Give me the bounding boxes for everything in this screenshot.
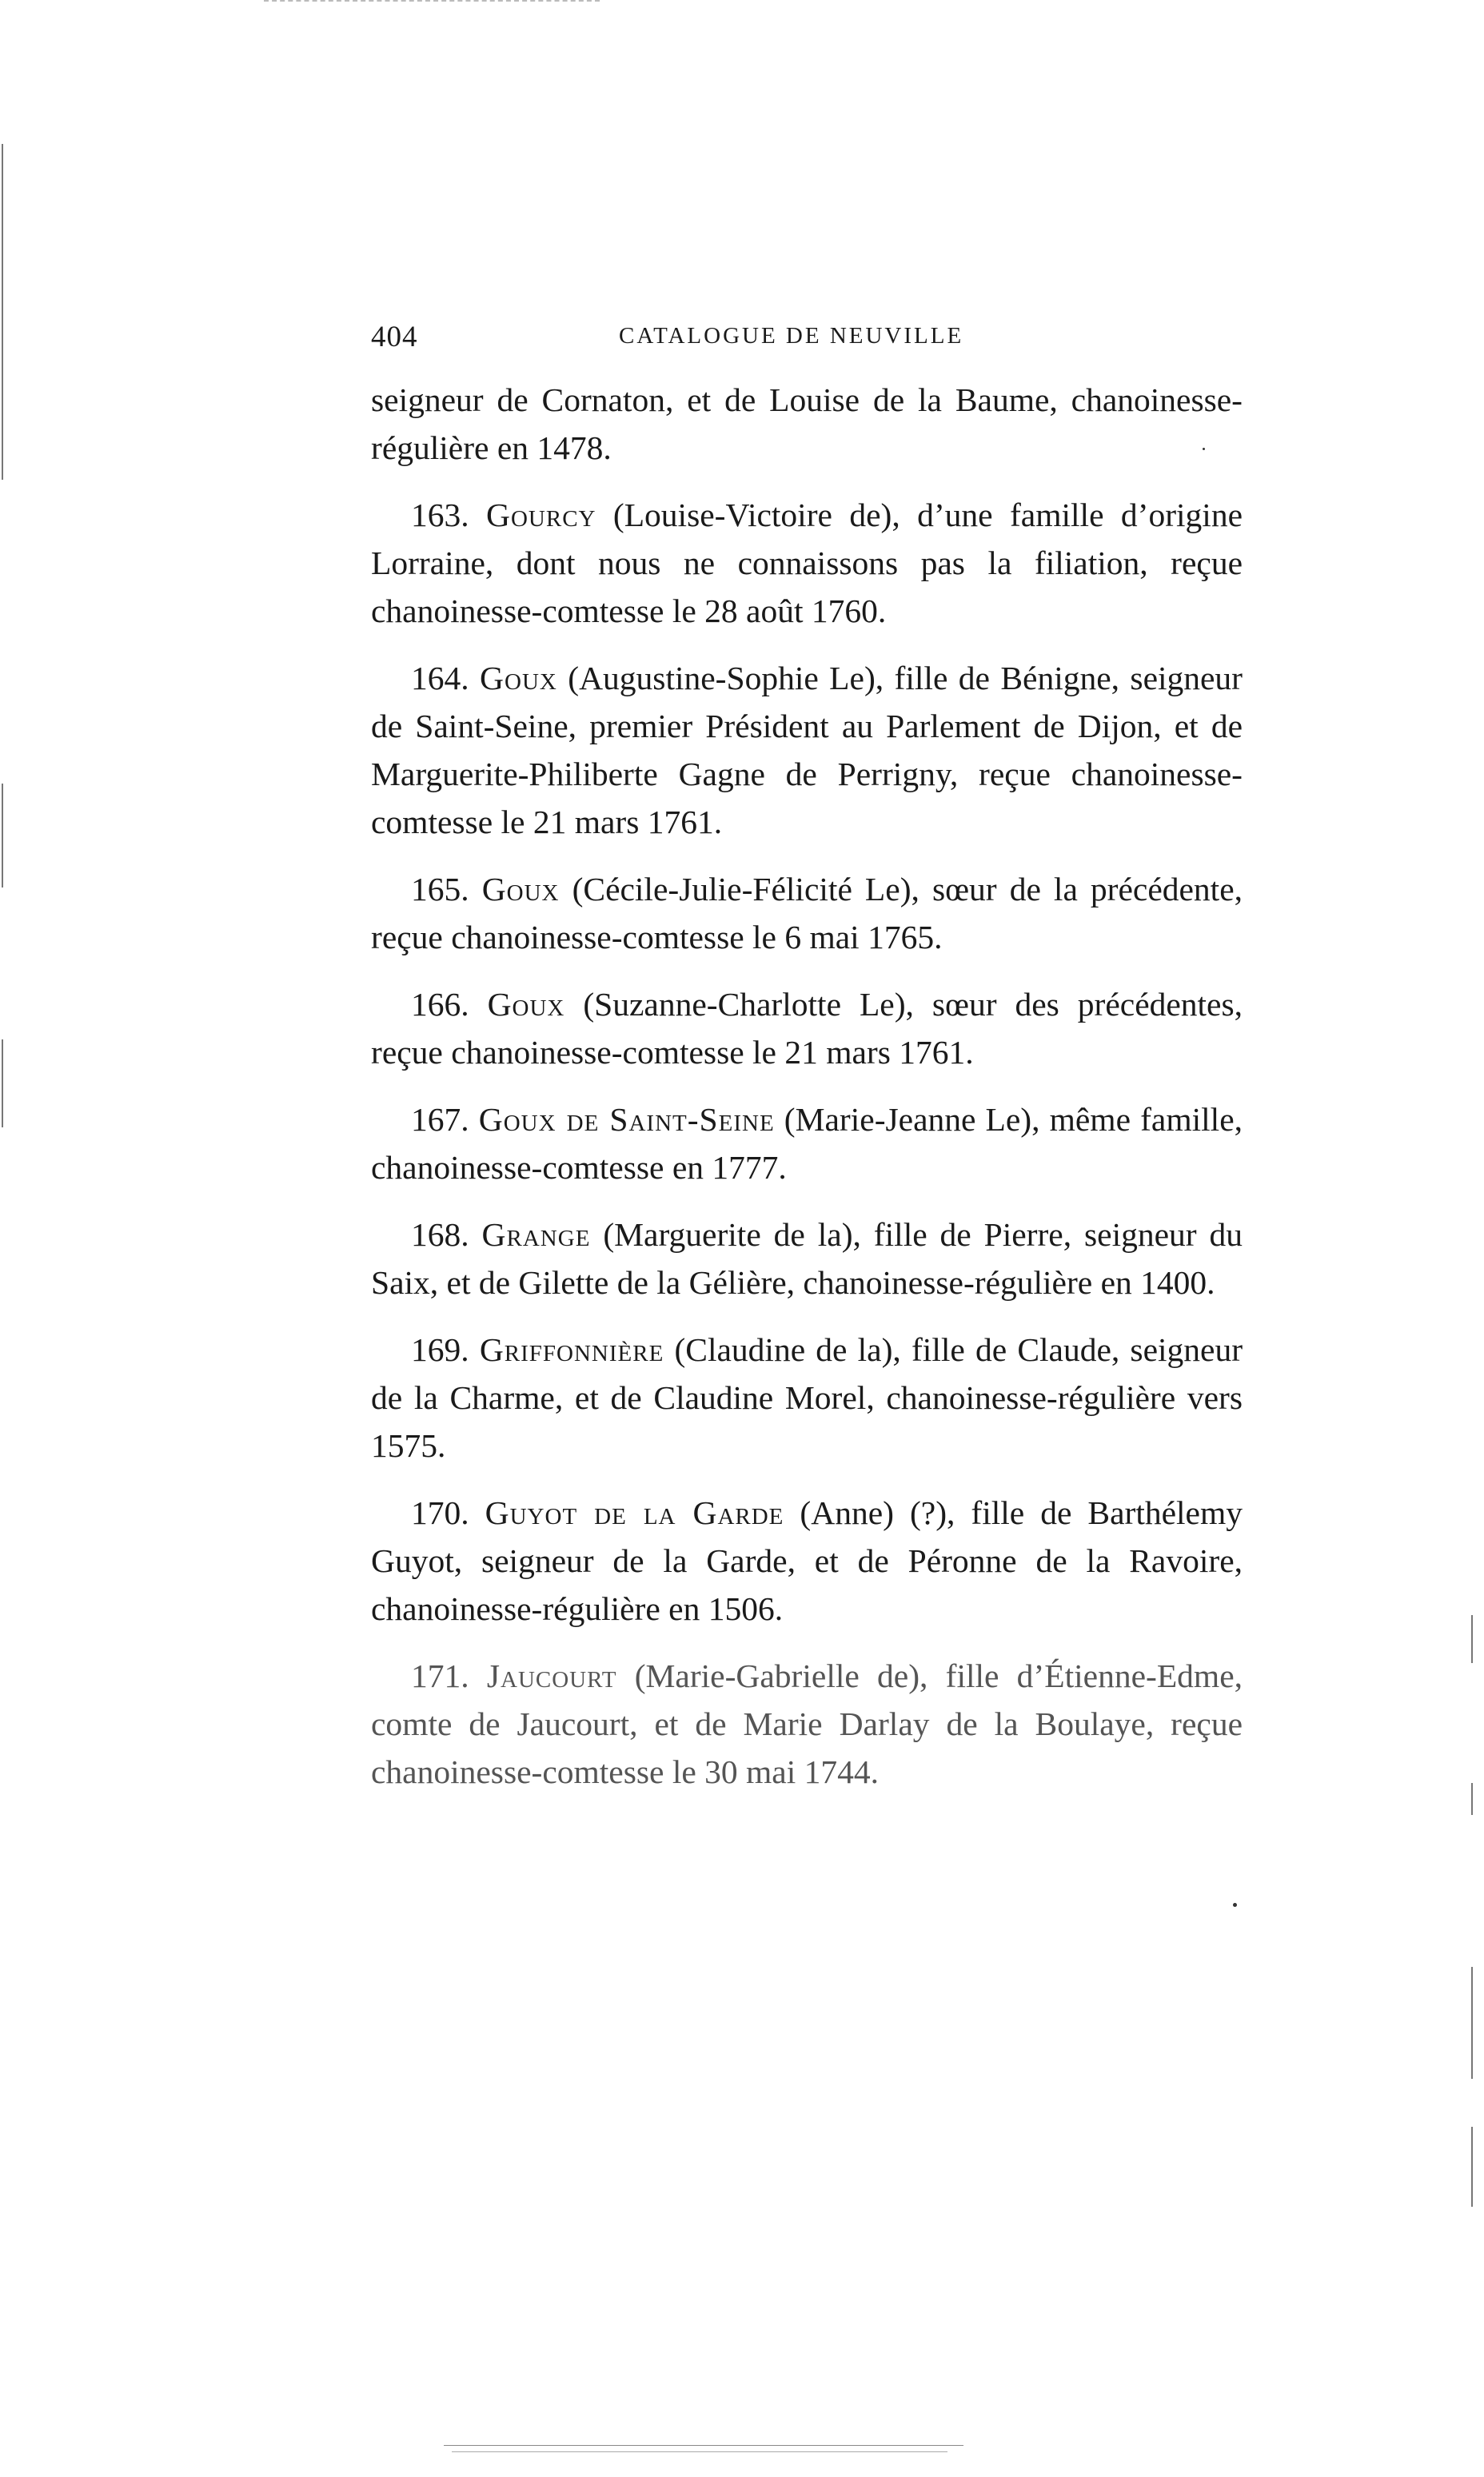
entry-number: 165.: [411, 871, 469, 907]
entry-number: 168.: [411, 1216, 469, 1253]
entry-name: Goux: [481, 871, 560, 907]
entry-text: (Marie-Gabrielle de), fille d’Étienne-Edme, comte de Jaucourt, et de Marie Darlay de la Boulaye, reçue chanoinesse-comtesse le 30 mai 1744.: [371, 1657, 1243, 1790]
entry-text: (Anne) (?), fille de Barthélemy Guyot, seigneur de la Garde, et de Péronne de la Ravoire, chanoinesse-régulière en 1506.: [371, 1494, 1243, 1627]
scan-edge-line: [1471, 1783, 1473, 1815]
entry-165: [371, 865, 1243, 961]
running-head: CATALOGUE DE NEUVILLE: [619, 323, 964, 349]
entry-name: Goux de Saint-Seine: [478, 1101, 775, 1138]
entry-number: 163.: [411, 497, 469, 533]
page-header: [371, 320, 1243, 360]
entry-number: 169.: [411, 1331, 469, 1368]
scan-edge-line: [2, 1039, 3, 1127]
entry-name: Goux: [480, 660, 557, 696]
entry-name: Grange: [481, 1216, 591, 1253]
scan-speck: [1233, 1903, 1237, 1907]
scan-top-marks: [264, 0, 600, 5]
entry-number: 166.: [411, 986, 469, 1023]
entry-name: Griffonnière: [479, 1331, 664, 1368]
entry-name: Guyot de la Garde: [485, 1494, 784, 1531]
scan-edge-line: [1471, 1615, 1473, 1663]
entry-text: (Marguerite de la), fille de Pierre, seigneur du Saix, et de Gilette de la Gélière, chanoinesse-régulière en 1400.: [371, 1216, 1243, 1301]
entry-text: (Augustine-Sophie Le), fille de Bénigne, seigneur de Saint-Seine, premier Président au Parlement de Dijon, et de Marguerite-Philiberte Gagne de Perrigny, reçue chanoinesse-comtesse le 21 mars 1761.: [371, 660, 1243, 840]
entry-name: Goux: [487, 986, 565, 1023]
scan-bottom-rule: [444, 2445, 963, 2446]
scan-edge-line: [2, 784, 3, 887]
entry-168: [371, 1211, 1243, 1306]
entry-164: [371, 654, 1243, 846]
scan-edge-line: [1471, 1967, 1473, 2079]
text-block: [371, 376, 1243, 1796]
entry-170: [371, 1489, 1243, 1633]
entry-text: (Cécile-Julie-Félicité Le), sœur de la précédente, reçue chanoinesse-comtesse le 6 mai 1765.: [371, 871, 1243, 955]
entry-name: Gourcy: [486, 497, 596, 533]
scan-edge-line: [2, 144, 3, 480]
entry-number: 164.: [411, 660, 469, 696]
entry-167: [371, 1095, 1243, 1191]
entry-171: [371, 1652, 1243, 1796]
scan-bottom-rule: [452, 2451, 947, 2452]
entry-169: [371, 1326, 1243, 1470]
continuation-paragraph: seigneur de Cornaton, et de Louise de la Baume, chanoinesse-régulière en 1478.: [371, 381, 1243, 466]
entry-number: 171.: [411, 1657, 469, 1694]
entry-text: (Claudine de la), fille de Claude, seigneur de la Charme, et de Claudine Morel, chanoinesse-régulière vers 1575.: [371, 1331, 1243, 1464]
scan-edge-line: [1471, 2127, 1473, 2207]
entry-number: 167.: [411, 1101, 469, 1138]
entry-text: (Marie-Jeanne Le), même famille, chanoinesse-comtesse en 1777.: [371, 1101, 1243, 1186]
entry-number: 170.: [411, 1494, 469, 1531]
entry-166: [371, 980, 1243, 1076]
entry-text: (Suzanne-Charlotte Le), sœur des précédentes, reçue chanoinesse-comtesse le 21 mars 1761.: [371, 986, 1243, 1071]
scan-speck: [1203, 448, 1205, 450]
entry-text: (Louise-Victoire de), d’une famille d’origine Lorraine, dont nous ne connaissons pas la filiation, reçue chanoinesse-comtesse le 28 août 1760.: [371, 497, 1243, 629]
entry-name: Jaucourt: [486, 1657, 617, 1694]
entry-163: [371, 491, 1243, 635]
page-number: 404: [371, 321, 418, 353]
